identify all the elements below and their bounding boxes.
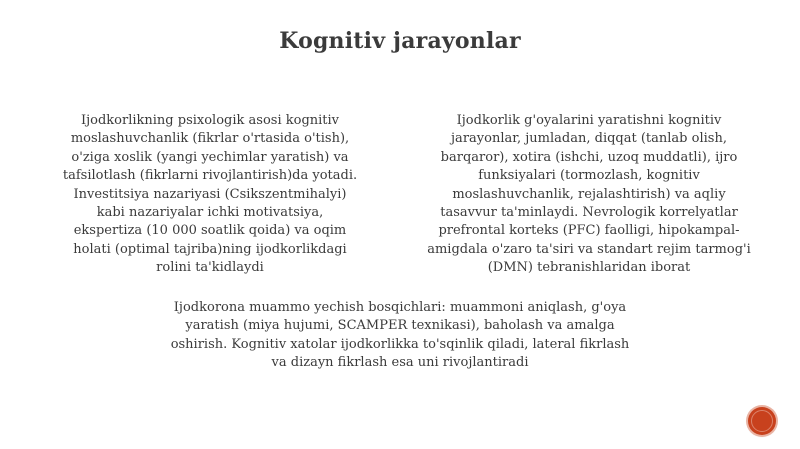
- slide-nav-button[interactable]: [748, 407, 776, 435]
- left-text-block: Ijodkorlikning psixologik asosi kognitiv moslashuvchanlik (fikrlar o'rtasida o'tish), o'ziga xoslik (yangi yechimlar yaratish) va tafsilotlash (fikrlarni rivojlantirish)da yotadi. Investitsiya nazariyasi (Csikszentmihalyi) kabi nazariyalar ichki motivatsiya, ekspertiza (10 000 soatlik qoida) va oqim holati (optimal tajriba)ning ijodkorlikdagi rolini ta'kidlaydi: [62, 113, 358, 276]
- right-text-block: Ijodkorlik g'oyalarini yaratishni kognitiv jarayonlar, jumladan, diqqat (tanlab olish, barqaror), xotira (ishchi, uzoq muddatli), ijro funksiyalari (tormozlash, kognitiv moslashuvchanlik, rejalashtirish) va aqliy tasavvur ta'minlaydi. Nevrologik korrelyatlar prefrontal korteks (PFC) faolligi, hipokampal- amigdala o'zaro ta'siri va standart rejim tarmog'i (DMN) tebranishlaridan iborat: [427, 113, 751, 276]
- bottom-text-block: Ijodkorona muammo yechish bosqichlari: muammoni aniqlash, g'oya yaratish (miya hujumi, SCAMPER texnikasi), baholash va amalga oshirish. Kognitiv xatolar ijodkorlikka to'sqinlik qiladi, lateral fikrlash va dizayn fikrlash esa uni rivojlantiradi: [170, 300, 630, 371]
- circle-nav-icon: [751, 410, 773, 432]
- slide-title: Kognitiv jarayonlar: [279, 28, 521, 54]
